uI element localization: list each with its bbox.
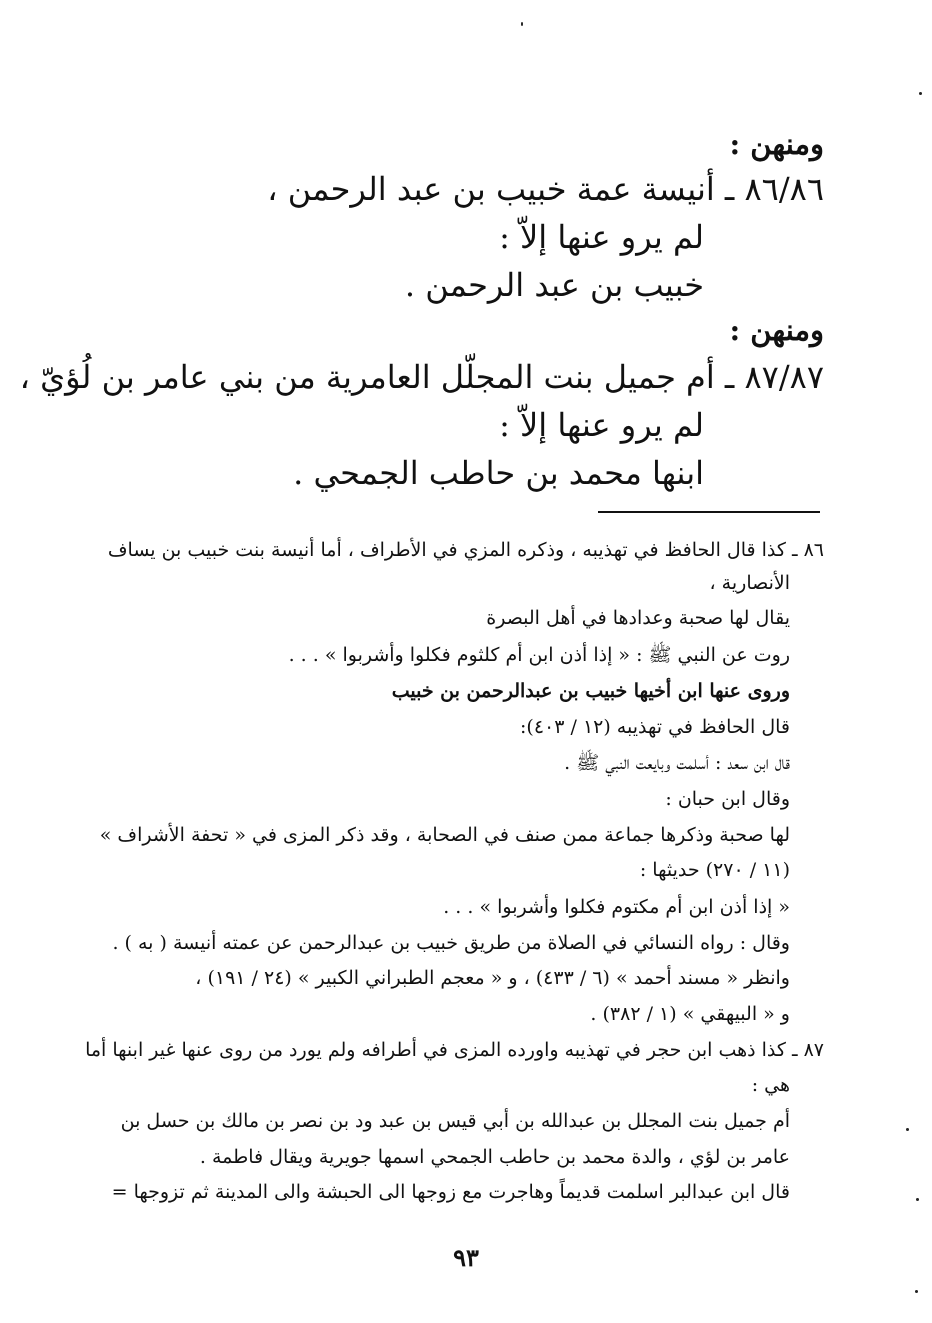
scan-speck: [916, 1198, 919, 1201]
footnote-line: روت عن النبي ﷺ : « إذا أذن ابن أم كلثوم فكلوا وأشربوا » . . .: [288, 644, 790, 666]
footnote-line: يقال لها صحبة وعدادها في أهل البصرة: [486, 607, 790, 629]
entry-name: أنيسة عمة خبيب بن عبد الرحمن ،: [267, 170, 715, 208]
footnote-line: الأنصارية ،: [709, 572, 790, 594]
footnote-line: أم جميل بنت المجلل بن عبدالله بن أبي قيس بن عبد ود بن نصر بن مالك بن حسل بن: [120, 1110, 790, 1132]
entry-number: ٨٦/٨٦ ـ: [724, 170, 824, 208]
entry-number: ٨٧/٨٧ ـ: [724, 358, 824, 396]
footnote-line: « إذا أذن ابن أم مكتوم فكلوا وأشربوا » . . .: [443, 896, 790, 918]
footnote-line: (١١ / ٢٧٠) حديثها :: [639, 859, 790, 881]
footnote-line: قال ابن سعد : أسلمت وبايعت النبي ﷺ .: [564, 752, 790, 774]
entry-87-narrator-intro: لم يرو عنها إلاّ :: [499, 406, 704, 444]
entry-name: أم جميل بنت المجلّل العامرية من بني عامر بن لُؤيّ ،: [19, 358, 715, 396]
footnote-line: هي :: [751, 1074, 790, 1096]
footnote-separator: [598, 511, 820, 513]
scan-speck: [521, 22, 523, 26]
scan-speck: [919, 92, 922, 95]
scan-speck: [906, 1128, 909, 1131]
entry-87-narrator: ابنها محمد بن حاطب الجمحي .: [293, 454, 704, 492]
footnote-line: وروى عنها ابن أخيها خبيب بن عبدالرحمن بن خبيب: [391, 680, 790, 702]
section-heading: ومنهن :: [729, 313, 824, 347]
entry-86-narrator: خبيب بن عبد الرحمن .: [404, 266, 704, 304]
footnote-line: وقال ابن حبان :: [665, 788, 790, 810]
page-number: ٩٣: [453, 1243, 479, 1272]
section-heading: ومنهن :: [729, 127, 824, 161]
footnote-line: وانظر « مسند أحمد » (٦ / ٤٣٣) ، و « معجم الطبراني الكبير » (٢٤ / ١٩١) ،: [195, 967, 790, 989]
entry-86-title: [267, 166, 824, 212]
footnote-line: ٨٧ ـ كذا ذهب ابن حجر في تهذيبه واورده المزى في أطرافه ولم يورد من روى عنها غير ابنها أما: [85, 1039, 824, 1061]
footnote-line: لها صحبة وذكرها جماعة ممن صنف في الصحابة ، وقد ذكر المزى في « تحفة الأشراف »: [99, 824, 790, 846]
entry-87-title: [20, 354, 824, 400]
footnote-line: قال ابن عبدالبر اسلمت قديماً وهاجرت مع زوجها الى الحبشة والى المدينة ثم تزوجها =: [111, 1181, 790, 1203]
footnote-line: وقال : رواه النسائي في الصلاة من طريق خبيب بن عبدالرحمن عن عمته أنيسة ( به ) .: [112, 932, 790, 954]
footnote-line: عامر بن لؤي ، والدة محمد بن حاطب الجمحي اسمها جويرية ويقال فاطمة .: [199, 1146, 790, 1168]
scan-speck: [915, 1290, 918, 1293]
footnote-line: قال الحافظ في تهذيبه (١٢ / ٤٠٣):: [520, 716, 790, 738]
entry-86-narrator-intro: لم يرو عنها إلاّ :: [499, 218, 704, 256]
footnote-line: و « البيهقي » (١ / ٣٨٢) .: [590, 1003, 790, 1025]
footnote-line: ٨٦ ـ كذا قال الحافظ في تهذيبه ، وذكره المزي في الأطراف ، أما أنيسة بنت خبيب بن يساف: [107, 539, 824, 561]
